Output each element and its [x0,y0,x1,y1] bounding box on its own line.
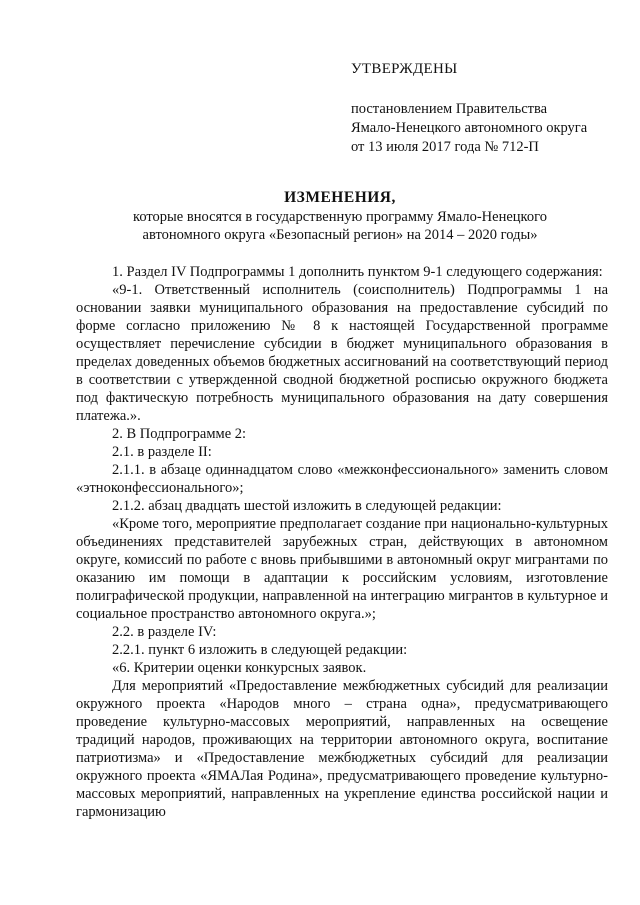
document-title-block [60,188,620,244]
document-subtitle-line-1: которые вносятся в государственную программу Ямало-Ненецкого [133,209,547,225]
paragraph-3: 2. В Подпрограмме 2: [112,426,247,442]
paragraph-1: 1. Раздел IV Подпрограммы 1 дополнить пунктом 9-1 следующего содержания: [112,264,603,280]
paragraph-8: 2.2. в разделе IV: [112,624,217,640]
document-body [76,263,608,821]
document-title: ИЗМЕНЕНИЯ, [284,189,396,206]
approval-line-2: Ямало-Ненецкого автономного округа [351,120,588,136]
document-subtitle-line-2: автономного округа «Безопасный регион» на 2014 – 2020 годы» [142,227,538,243]
paragraph-7: «Кроме того, мероприятие предполагает создание при национально-культурных объединениях представителей зарубежных стран, действующих в автономном округе, комиссий по работе с вновь прибывшими в автономный округ мигрантами по оказанию им помощи в адаптации к российским условиям, изготовление полиграфической продукции, направленной на интеграцию мигрантов в культурное и социальное пространство автономного округа.»; [76,516,608,622]
paragraph-2: «9-1. Ответственный исполнитель (соисполнитель) Подпрограммы 1 на основании заявки муниципального образования на предоставление субсидий по форме согласно приложению № 8 к настоящей Государственной программе осуществляет перечисление субсидии в бюджет муниципального образования в пределах доведенных объемов бюджетных ассигнований на соответствующий период в соответствии с утвержденной сводной бюджетной росписью окружного бюджета под фактическую потребность муниципального образования на дату совершения платежа.». [76,282,608,424]
approval-line-1: постановлением Правительства [351,101,548,117]
approval-line-3: от 13 июля 2017 года № 712-П [351,139,539,155]
paragraph-11: Для мероприятий «Предоставление межбюджетных субсидий для реализации окружного проекта «Народов много – страна одна», предусматривающего проведение культурно-массовых мероприятий, направленных на освещение традиций народов, проживающих на территории автономного округа, воспитание патриотизма» и «Предоставление межбюджетных субсидий для реализации окружного проекта «ЯМАЛая Родина», предусматривающего проведение культурно-массовых мероприятий, направленных на укрепление единства российской нации и гармонизацию [76,678,608,820]
paragraph-9: 2.2.1. пункт 6 изложить в следующей редакции: [112,642,408,658]
paragraph-5: 2.1.1. в абзаце одиннадцатом слово «межконфессионального» заменить словом «этноконфессионального»; [76,462,608,496]
paragraph-4: 2.1. в разделе II: [112,444,212,460]
paragraph-6: 2.1.2. абзац двадцать шестой изложить в следующей редакции: [112,498,502,514]
paragraph-10: «6. Критерии оценки конкурсных заявок. [112,660,367,676]
approval-block [351,60,621,157]
approval-heading: УТВЕРЖДЕНЫ [351,61,458,77]
